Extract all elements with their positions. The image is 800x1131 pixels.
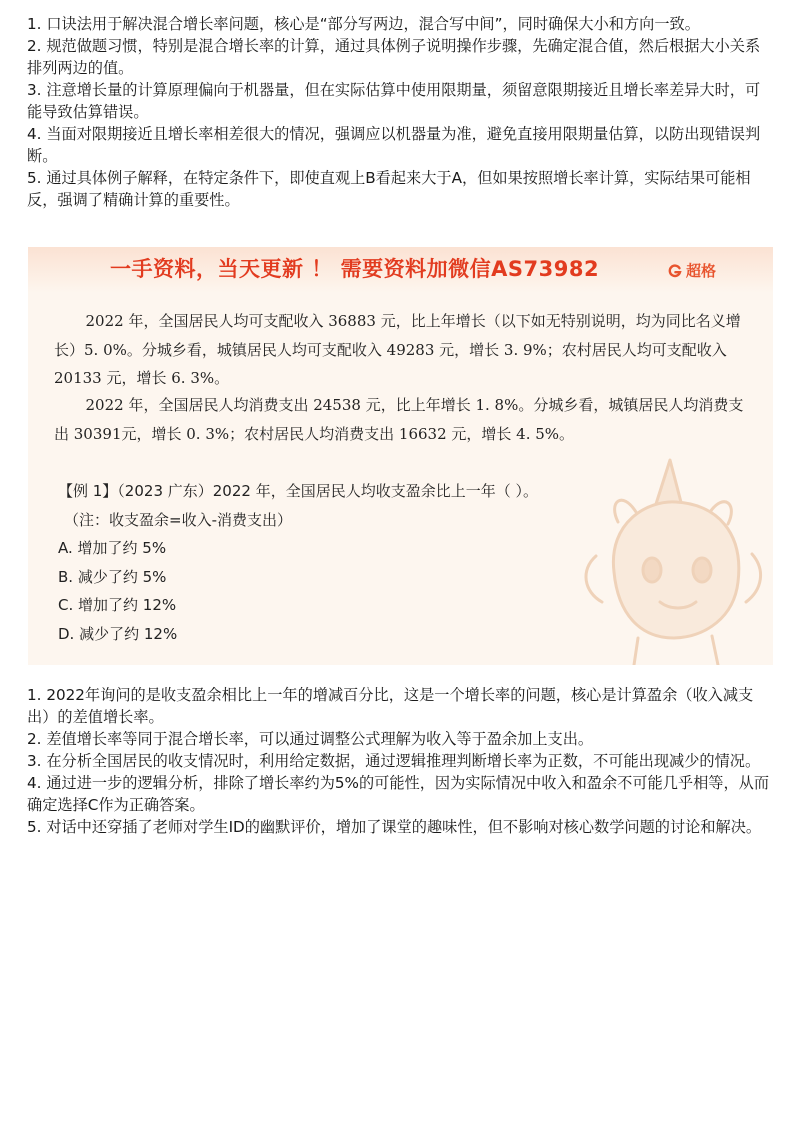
option-a: A. 增加了约 5% <box>58 539 167 558</box>
note-item: 5. 对话中还穿插了老师对学生ID的幽默评价，增加了课堂的趣味性，但不影响对核心数学问题的讨论和解决。 <box>27 818 762 836</box>
summary-notes-top <box>27 13 775 211</box>
note-item: 1. 2022年询问的是收支盈余相比上一年的增减百分比，这是一个增长率的问题，核心是计算盈余（收入减支出）的差值增长率。 <box>27 686 754 726</box>
statistics-paragraph: 2022 年，全国居民人均可支配收入 36883 元，比上年增长（以下如无特别说明，均为同比名义增长）5. 0%。分城乡看，城镇居民人均可支配收入 49283 元，增长 3. 9%；农村居民人均可支配收入 20133 元，增长 6. 3%。 <box>54 312 741 387</box>
brand-name: 超格 <box>686 262 717 280</box>
banner-text: 一手资料，当天更新 ！ 需要资料加微信AS73982 <box>110 257 600 281</box>
example-slide <box>28 247 773 665</box>
brand-logo <box>668 260 716 281</box>
note-item: 2. 规范做题习惯，特别是混合增长率的计算，通过具体例子说明操作步骤，先确定混合值，然后根据大小关系排列两边的值。 <box>27 37 761 77</box>
option-d: D. 减少了约 12% <box>58 624 178 643</box>
note-item: 1. 口诀法用于解决混合增长率问题，核心是“部分写两边，混合写中间”，同时确保大小和方向一致。 <box>27 15 700 33</box>
note-item: 3. 在分析全国居民的收支情况时，利用给定数据，通过逻辑推理判断增长率为正数，不可能出现减少的情况。 <box>27 752 761 770</box>
brand-g-icon <box>668 264 682 278</box>
option-b: B. 减少了约 5% <box>58 567 167 586</box>
question-note: （注：收支盈余=收入-消费支出） <box>64 510 292 529</box>
statistics-paragraph: 2022 年，全国居民人均消费支出 24538 元，比上年增长 1. 8%。分城乡看，城镇居民人均消费支出 30391元，增长 0. 3%；农村居民人均消费支出 16632 元，增长 4. 5%。 <box>54 396 744 443</box>
note-item: 3. 注意增长量的计算原理偏向于机器量，但在实际估算中使用限期量，须留意限期接近且增长率差异大时，可能导致估算错误。 <box>27 81 761 121</box>
option-c: C. 增加了约 12% <box>58 596 177 615</box>
note-item: 5. 通过具体例子解释，在特定条件下，即使直观上B看起来大于A，但如果按照增长率计算，实际结果可能相反，强调了精确计算的重要性。 <box>27 169 751 209</box>
note-item: 4. 通过进一步的逻辑分析，排除了增长率约为5%的可能性，因为实际情况中收入和盈余不可能几乎相等，从而确定选择C作为正确答案。 <box>27 774 770 814</box>
summary-notes-bottom <box>27 684 775 838</box>
question-text: 【例 1】（2023 广东）2022 年，全国居民人均收支盈余比上一年（ ）。 <box>58 482 538 500</box>
note-item: 2. 差值增长率等同于混合增长率，可以通过调整公式理解为收入等于盈余加上支出。 <box>27 730 594 748</box>
banner <box>28 247 773 293</box>
example-question <box>58 477 658 649</box>
note-item: 4. 当面对限期接近且增长率相差很大的情况，强调应以机器量为准，避免直接用限期量估算，以防出现错误判断。 <box>27 125 761 165</box>
